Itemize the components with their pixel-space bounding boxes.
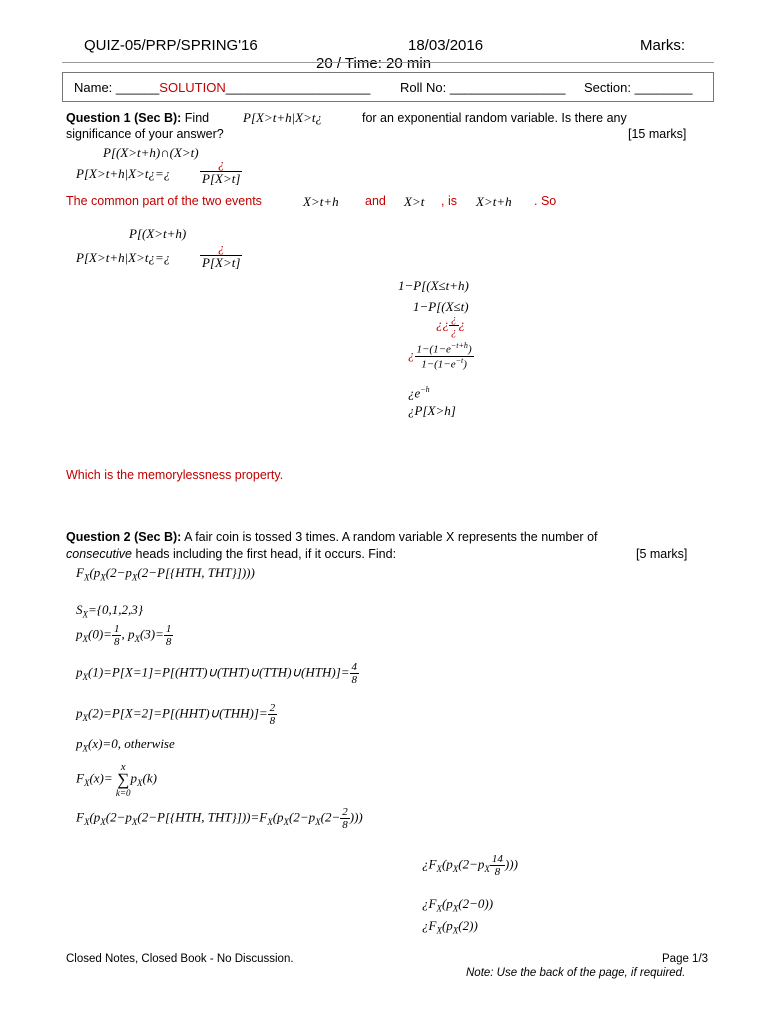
q1-text: for an exponential random variable. Is there any [362, 111, 627, 125]
page-number: Page 1/3 [662, 953, 709, 965]
q2-p1-text: (1)=P[X=1]=P[(HTT)∪(THT)∪(TTH)∪(HTH)]= [88, 664, 350, 680]
q2-e1-lhs2: (2−p [105, 809, 132, 825]
marks-label: Marks: [640, 37, 685, 54]
q2-expr-p-sub: X [100, 572, 106, 583]
name-tail: ____________________ [225, 80, 371, 95]
q2-p0-b: (0)= [88, 626, 112, 642]
q1-f2-numerator: P[(X>t+h) [129, 226, 187, 241]
q2-eval-3: ¿$F_X(p_X(2-0))$ [422, 896, 494, 914]
q2-e2-den: 8 [494, 866, 501, 879]
q2-p2: $p_X(2)=P[X=2]=P[(HHT)\cup(THH)]=$ $\frac{2}{8}$ [76, 702, 276, 728]
q1-f2-fraction [200, 241, 242, 271]
q1-step-3a: ¿¿ [436, 316, 449, 332]
q1-f2-frac-num: ¿ [200, 241, 242, 256]
q1-step-3-den: ¿ [451, 326, 457, 339]
q2-e3-pre: ¿F [422, 896, 437, 911]
q2-e3-rest2: (2−0)) [458, 896, 494, 911]
q1-line1 [66, 111, 209, 125]
q2-expr-p2: (2−p [105, 565, 132, 580]
total-time: 20 / Time: 20 min [316, 55, 432, 72]
q1-step-4-num-end: ) [467, 343, 472, 356]
q1-step-4-num: 1−(1−e [416, 343, 451, 356]
q2-p-otherwise: $p_X(x)=0$, otherwise [76, 736, 175, 754]
name-field [74, 80, 370, 95]
q2-p2-text: (2)=P[X=2]=P[(HHT)∪(THH)]= [88, 705, 268, 721]
q1-step-3 [436, 313, 465, 338]
footer-instructions: Closed Notes, Closed Book - No Discussion. [66, 953, 294, 965]
q2-expr-p: (p [89, 565, 101, 580]
q2-e4-pre: ¿F [422, 918, 437, 933]
q2-sx-rest: ={0,1,2,3} [88, 602, 143, 617]
q1-f1-fraction [200, 157, 242, 187]
q1-step-6: ¿P[X>h] [408, 403, 456, 418]
q2-p1-den: 8 [351, 674, 358, 687]
q2-e2-pre: ¿F [422, 856, 437, 872]
q1-step-4 [408, 342, 474, 371]
q2-e4-rest: (p [441, 918, 453, 933]
q2-expression [76, 565, 255, 583]
q2-sx-sub: X [82, 609, 88, 620]
quiz-title: QUIZ-05/PRP/SPRING'16 [84, 37, 258, 54]
q1-marks: [15 marks] [628, 127, 687, 141]
name-value: SOLUTION [159, 80, 226, 95]
q1-step-2: 1−P[(X≤t) [413, 299, 469, 314]
section-label: Section: ___ [584, 80, 657, 95]
q1-step-1: 1−P[(X≤t+h) [398, 278, 469, 293]
q1-step-5-base: ¿e [408, 385, 421, 401]
q1-step-4-prefix: ¿ [408, 347, 415, 363]
q2-e2-a: (p [441, 856, 453, 872]
q1-expression: P[X>t+h|X>t¿ [243, 110, 322, 125]
q2-label: Question 2 (Sec B): [66, 530, 182, 544]
q2-expr-rest: (2−P[{HTH, THT}]))) [137, 565, 255, 580]
q2-e1-lhs3: (2−P[{HTH, THT}]))=F [137, 809, 268, 825]
red-text-1: The common part of the two events [66, 194, 262, 208]
red-so: . So [534, 194, 557, 208]
q2-eval-1: $F_X(p_X(2-p_X(2-P[\{HTH$, $THT\}]))=F_X(p_X(2-p_X(2-$ $\frac{2}{8}$ ))) [76, 806, 363, 832]
q1-step-3b: ¿ [458, 316, 465, 332]
q2-e4-rest2: (2)) [458, 918, 478, 933]
q2-cdf: $F_X(x)=$ x ∑ k=0 $p_X(k)$ [76, 761, 157, 798]
q2-p1-num: 4 [351, 661, 358, 673]
q2-e2-b: (2−p [458, 856, 485, 872]
q2-p3-b: , p [121, 626, 135, 642]
q1-step-4-den-end: ) [463, 358, 467, 371]
q1-step-4-den-sup: −t [455, 355, 464, 365]
q2-p0-p3 [76, 623, 173, 648]
q1-step-5-sup: −h [420, 385, 430, 394]
q2-e1-rhs: (p [272, 809, 284, 825]
q2-consecutive: consecutive [66, 547, 133, 561]
q2-p3-num: 1 [165, 623, 172, 635]
q2-e3-rest: (p [441, 896, 453, 911]
roll-field: Roll No: ________________ [400, 80, 566, 95]
footer-note: Note: Use the back of the page, if required. [466, 967, 686, 979]
q2-p0-den: 8 [113, 636, 120, 649]
name-label: Name: ______ [74, 80, 160, 95]
q2-e2-close: ))) [504, 856, 518, 872]
red-event-2: X>t [404, 194, 425, 209]
quiz-date: 18/03/2016 [408, 37, 484, 54]
q2-expr-sub: X [83, 572, 90, 583]
q2-cdf-p: p [130, 770, 137, 786]
q1-find: Find [184, 111, 210, 125]
red-event-3: X>t+h [476, 194, 512, 209]
q1-f1-lhs: P[X>t+h|X>t¿=¿ [76, 166, 171, 181]
q2-e1-close: ))) [349, 809, 363, 825]
q2-line1 [66, 530, 598, 544]
q2-p3-den: 8 [165, 636, 172, 649]
q2-e1-rhs2: (2−p [289, 809, 316, 825]
q2-cdf-k: (k) [142, 770, 157, 786]
q1-f1-frac-num: ¿ [200, 157, 242, 172]
section-field [584, 80, 692, 95]
q2-p0-sub: X [82, 634, 88, 645]
q1-f2-frac-den: P[X>t] [202, 255, 241, 271]
q2-sum-top: x [120, 761, 126, 773]
q2-p-otherwise-text: (x)=0, otherwise [88, 736, 175, 751]
q2-p3-sub: X [134, 634, 140, 645]
q1-f1-numerator: P[(X>t+h)∩(X>t) [103, 145, 199, 160]
q2-marks: [5 marks] [636, 547, 688, 561]
q1-step-4-num-sup: −t+h [450, 341, 468, 350]
q2-expr-f: F [76, 565, 84, 580]
q2-e1-lhs: (p [89, 809, 101, 825]
section-tail: _____ [656, 80, 693, 95]
q2-eval-2: ¿$F_X(p_X(2-p_X$ $\frac{14}{8}$ ))) [422, 853, 518, 879]
q1-label: Question 1 (Sec B): [66, 111, 182, 125]
q2-e1-num: 2 [342, 806, 348, 818]
q1-line2: significance of your answer? [66, 127, 224, 141]
q2-p3-c: (3)= [139, 626, 164, 642]
q2-cdf-text: (x)= [89, 770, 113, 786]
q1-f1-frac-den: P[X>t] [202, 171, 241, 187]
q2-p1: $p_X(1)=P[X=1]=P[(HTT)\cup(THT)\cup(TTH)\cup(HTH)]=$ $\frac{4}{8}$ [76, 661, 358, 687]
red-and: and [365, 194, 386, 208]
q2-eval-4: ¿$F_X(p_X(2))$ [422, 918, 478, 936]
header-rule [62, 62, 714, 63]
q1-red-line [66, 194, 262, 208]
q2-sample-space [76, 602, 143, 620]
q1-f2-lhs: P[X>t+h|X>t¿=¿ [76, 250, 171, 265]
red-event-1: X>t+h [303, 194, 339, 209]
q2-p0-a: p [76, 626, 83, 642]
red-is: , is [441, 194, 457, 208]
q2-line2 [66, 547, 396, 561]
q1-step-5 [408, 385, 430, 401]
q2-expr-p2-sub: X [131, 572, 138, 583]
q2-line2-rest: heads including the first head, if it occurs. Find: [135, 547, 397, 561]
q2-sum-bottom: k=0 [115, 787, 131, 798]
q2-sx: S [76, 602, 83, 617]
q2-p2-den: 8 [269, 715, 276, 728]
q2-e2-num: 14 [491, 853, 503, 865]
q2-e1-rhs3: (2− [320, 809, 341, 825]
q1-step-3-num: ¿ [451, 313, 457, 325]
q1-conclusion: Which is the memorylessness property. [66, 468, 284, 482]
q2-text: A fair coin is tossed 3 times. A random variable X represents the number of [184, 530, 598, 544]
q2-sum-symbol: ∑ [117, 770, 130, 790]
q2-e1-den: 8 [342, 819, 348, 832]
q2-p0-num: 1 [113, 623, 120, 635]
q2-p2-num: 2 [269, 702, 276, 714]
q1-step-4-den: 1−(1−e [421, 358, 456, 371]
